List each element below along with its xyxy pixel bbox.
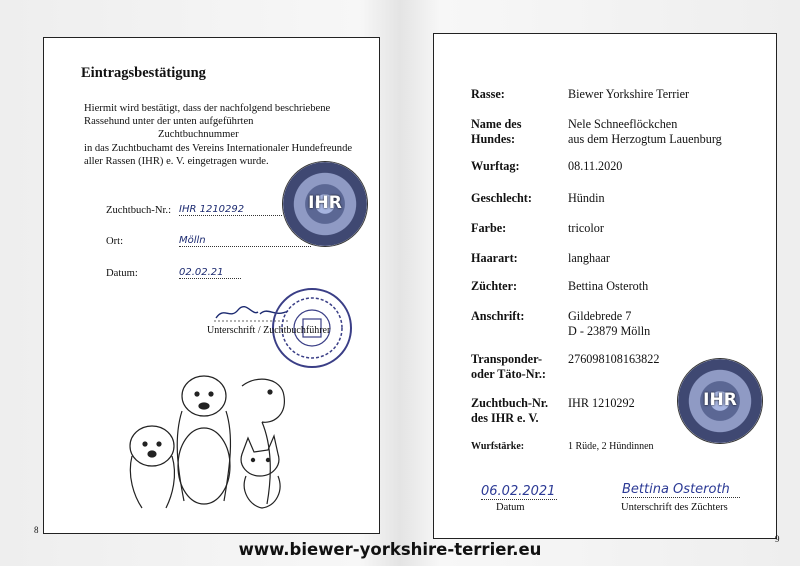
- seal-label: IHR: [308, 193, 342, 213]
- breeder-signature: Bettina Osteroth: [622, 482, 740, 498]
- page-number-right: 9: [775, 534, 780, 544]
- name-value: [568, 117, 722, 147]
- farbe-label: Farbe:: [471, 221, 507, 235]
- datum-value: 02.02.21: [179, 267, 241, 279]
- name-label-line1: Name des: [471, 117, 522, 131]
- wurfstaerke-value: 1 Rüde, 2 Hündinnen: [568, 441, 654, 452]
- ort-label: Ort:: [106, 236, 124, 247]
- transponder-label: [471, 352, 546, 382]
- zuchtbuchnr-value: IHR 1210292: [568, 396, 635, 410]
- page-title: Eintragsbestätigung: [81, 65, 206, 81]
- intro-text: [84, 102, 384, 168]
- date-signature: 06.02.2021: [481, 484, 556, 499]
- wurftag-value: 08.11.2020: [568, 159, 623, 173]
- haarart-label: Haarart:: [471, 251, 518, 265]
- page-number-left: 8: [34, 525, 39, 535]
- zuechter-label: Züchter:: [471, 279, 518, 293]
- anschrift-value: [568, 309, 650, 339]
- wurfstaerke-label: Wurfstärke:: [471, 441, 525, 452]
- zuchtbuchnr-label: [471, 396, 548, 426]
- zuchtbuch-value: IHR 1210292: [179, 204, 282, 216]
- website-url: www.biewer-yorkshire-terrier.eu: [238, 540, 542, 559]
- farbe-value: tricolor: [568, 221, 604, 235]
- intro-line: aller Rassen (IHR) e. V. eingetragen wurde.: [84, 155, 269, 167]
- intro-line: Rassehund unter der unten aufgeführten: [84, 116, 254, 128]
- intro-line: in das Zuchtbuchamt des Vereins Internationaler Hundefreunde: [84, 142, 353, 154]
- datum-label: Datum:: [106, 268, 138, 279]
- anschrift-line2: D - 23879 Mölln: [568, 324, 651, 338]
- breeder-caption: Unterschrift des Züchters: [621, 502, 728, 513]
- haarart-value: langhaar: [568, 251, 610, 265]
- name-value-line2: aus dem Herzogtum Lauenburg: [568, 132, 722, 146]
- name-label: [471, 117, 521, 147]
- right-page: [433, 33, 777, 539]
- intro-line: Hiermit wird bestätigt, dass der nachfolgend beschriebene: [84, 103, 331, 114]
- transponder-label-line2: oder Täto-Nr.:: [471, 367, 546, 381]
- wurftag-label: Wurftag:: [471, 159, 520, 173]
- ort-value: Mölln: [179, 235, 311, 247]
- rasse-label: Rasse:: [471, 87, 505, 101]
- zuchtbuchnr-label-line1: Zuchtbuch-Nr.: [471, 396, 549, 410]
- seal-label-right: IHR: [703, 390, 737, 410]
- dogs-illustration: [122, 366, 297, 511]
- geschlecht-value: Hündin: [568, 191, 605, 205]
- anschrift-line1: Gildebrede 7: [568, 309, 632, 323]
- date-caption: Datum: [496, 502, 525, 513]
- zuchtbuchnr-label-line2: des IHR e. V.: [471, 411, 539, 425]
- name-label-line2: Hundes:: [471, 132, 516, 146]
- intro-line: Zuchtbuchnummer: [158, 129, 239, 141]
- anschrift-label: Anschrift:: [471, 309, 525, 323]
- signature-caption: Unterschrift / Zuchtbuchführer: [207, 325, 331, 336]
- ihr-seal: [283, 162, 367, 246]
- zuechter-value: Bettina Osteroth: [568, 279, 649, 293]
- geschlecht-label: Geschlecht:: [471, 191, 532, 205]
- ihr-seal-right: [678, 359, 762, 443]
- zuchtbuch-label: Zuchtbuch-Nr.:: [106, 205, 172, 216]
- left-page: [43, 37, 380, 534]
- transponder-label-line1: Transponder-: [471, 352, 543, 366]
- transponder-value: 276098108163822: [568, 352, 660, 366]
- rasse-value: Biewer Yorkshire Terrier: [568, 87, 690, 101]
- name-value-line1: Nele Schneeflöckchen: [568, 117, 678, 131]
